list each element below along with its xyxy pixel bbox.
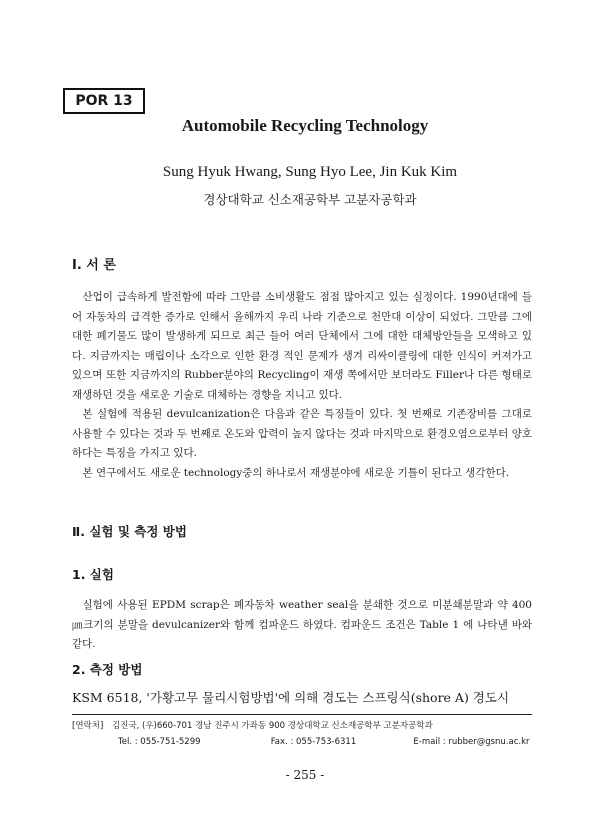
contact-address: 김진국, (우)660-701 경남 진주시 가좌동 900 경상대학교 신소재공학부 고분자공학과: [111, 721, 433, 731]
section-heading-methods: Ⅱ. 실험 및 측정 방법: [72, 524, 187, 539]
contact-fax: Fax. : 055-753-6311: [270, 737, 357, 747]
page-number: - 255 -: [285, 768, 325, 782]
author-list: Sung Hyuk Hwang, Sung Hyo Lee, Jin Kuk Kim: [162, 164, 458, 180]
experiment-body: [72, 596, 532, 655]
session-badge: POR 13: [63, 88, 145, 114]
measurement-paragraph: KSM 6518, '가황고무 물리시험방법'에 의해 경도는 스프링식(shore A) 경도시: [72, 690, 510, 705]
intro-paragraph: 본 실험에 적용된 devulcanization은 다음과 같은 특징들이 있다. 첫 번째로 기존장비를 그대로 사용할 수 있다는 것과 두 번째로 온도와 압력이 높지 않다는 것과 마지막으로 환경오염으로부터 양호하다는 특징을 가지고 있다.: [72, 408, 532, 459]
contact-numbers-line: [72, 736, 532, 749]
paper-title: Automobile Recycling Technology: [181, 116, 429, 135]
section-heading-introduction: Ⅰ. 서 론: [72, 258, 116, 273]
experiment-paragraph: 실험에 사용된 EPDM scrap은 폐자동차 weather seal을 분쇄한 것으로 미분쇄분말과 약 400 ㎛크기의 분말을 devulcanizer와 함께 컴파운드 하였다. 컴파운드 조건은 Table 1 에 나타낸 바와 같다.: [72, 599, 532, 650]
contact-address-line: [72, 720, 532, 733]
subsection-heading-experiment: 1. 실험: [72, 567, 114, 582]
contact-email: E-mail : rubber@gsnu.ac.kr: [413, 737, 530, 747]
footnote-divider: [72, 714, 532, 715]
affiliation: 경상대학교 신소재공학부 고분자공학과: [203, 192, 417, 207]
contact-tel: Tel. : 055-751-5299: [118, 737, 201, 747]
intro-paragraph: 산업이 급속하게 발전함에 따라 그만큼 소비생활도 점점 많아지고 있는 실정이다. 1990년대에 들어 자동차의 급격한 증가로 인해서 올해까지 우리 나라 기준으로 천만대 이상이 되었다. 그만큼 그에 대한 폐기물도 많이 발생하게 되므로 최근 들어 여러 단체에서 그에 대한 대체방안들을 모색하고 있다. 지금까지는 매립이나 소각으로 인한 환경 적인 문제가 생겨 리싸이클링에 대한 인식이 커져가고 있으며 또한 지금까지의 Rubber분야의 Recycling이 재생 쪽에서만 보더라도 Filler나 다른 형태로 재생하던 것을 새로운 기술로 대체하는 경향을 지니고 있다.: [72, 291, 532, 401]
contact-label: [연락처]: [72, 721, 104, 731]
introduction-body: [72, 288, 532, 483]
intro-paragraph: 본 연구에서도 새로운 technology중의 하나로서 재생분야에 새로운 기틀이 된다고 생각한다.: [82, 466, 510, 479]
subsection-heading-measurement: 2. 측정 방법: [72, 662, 143, 677]
